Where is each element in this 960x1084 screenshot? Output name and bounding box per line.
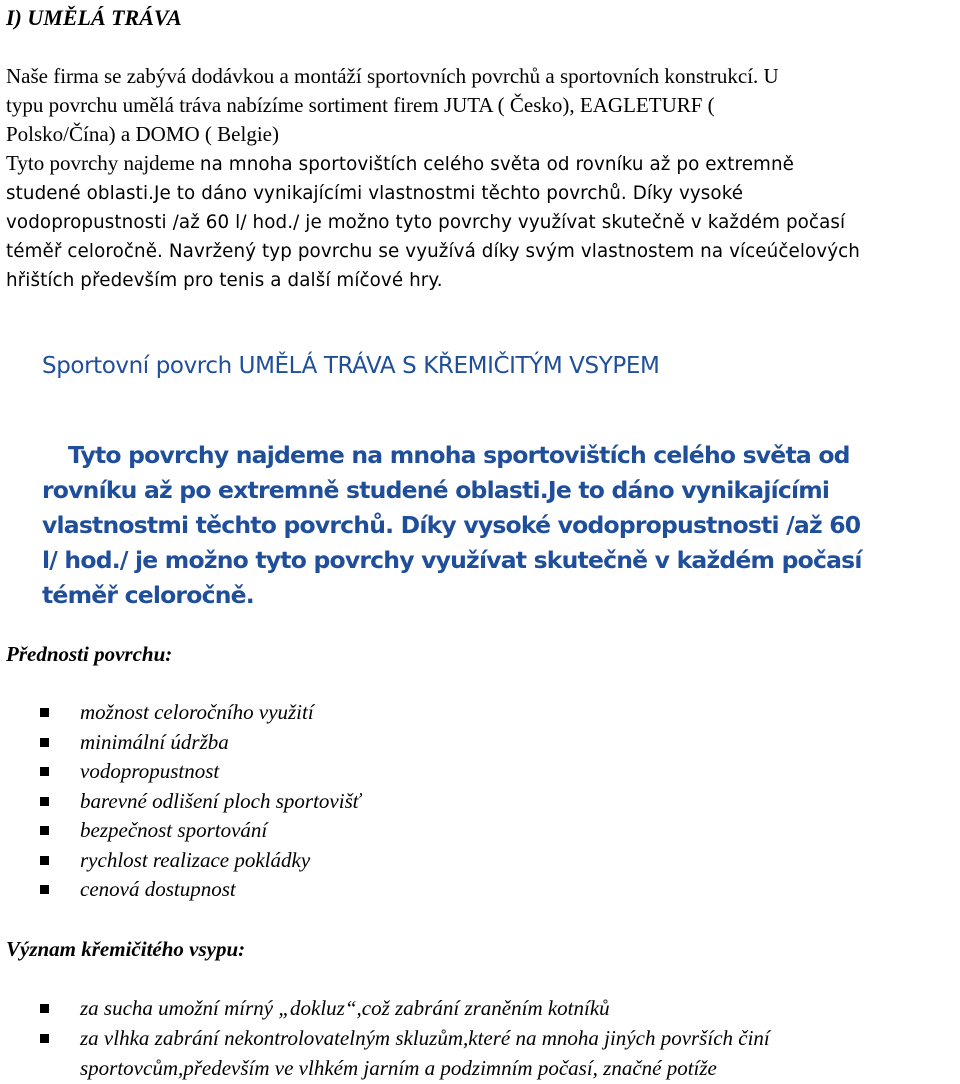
list-item: [0, 757, 360, 787]
description-line: rovníku až po extremně studené oblasti.Je to dáno vynikajícími: [42, 476, 830, 504]
square-bullet-icon: [40, 797, 49, 806]
list-item-text: za sucha umožní mírný „dokluz“,což zabrání zraněním kotníků: [80, 996, 610, 1020]
square-bullet-icon: [40, 738, 49, 747]
square-bullet-icon: [40, 856, 49, 865]
list-item: [0, 846, 360, 876]
square-bullet-icon: [40, 1004, 49, 1013]
advantages-heading: Přednosti povrchu:: [6, 642, 173, 666]
quartz-heading: Význam křemičitého vsypu:: [6, 937, 246, 961]
square-bullet-icon: [40, 1034, 49, 1043]
intro-line: téměř celoročně. Navržený typ povrchu se využívá díky svým vlastnostem na víceúčelových: [6, 241, 860, 262]
list-item: [0, 993, 770, 1023]
list-item-text: minimální údržba: [80, 729, 229, 754]
description-line: l/ hod./ je možno tyto povrchy využívat skutečně v každém počasí: [42, 546, 862, 574]
square-bullet-icon: [40, 708, 49, 717]
list-item-text: cenová dostupnost: [80, 877, 236, 901]
list-item-text: rychlost realizace pokládky: [80, 847, 311, 872]
quartz-list: [0, 993, 770, 1083]
list-item-text: vodopropustnost: [80, 759, 220, 783]
intro-line: [6, 149, 958, 179]
list-item-text-continued: sportovcům,především ve vlhkém jarním a podzimním počasí, značné potíže: [80, 1056, 717, 1080]
list-item: [0, 698, 360, 728]
intro-paragraph: [6, 62, 958, 295]
list-item: [0, 728, 360, 758]
square-bullet-icon: [40, 767, 49, 776]
intro-text-sans: na mnoha sportovištích celého světa od rovníku až po extremně: [199, 154, 794, 175]
section-heading: I) UMĚLÁ TRÁVA: [6, 5, 182, 30]
description-line: Tyto povrchy najdeme na mnoha sportovištích celého světa od: [68, 441, 850, 469]
intro-line: hřištích především pro tenis a další míčové hry.: [6, 270, 443, 291]
list-item: [0, 787, 360, 817]
list-item: [0, 816, 360, 846]
list-item-text: bezpečnost sportování: [80, 818, 268, 842]
square-bullet-icon: [40, 885, 49, 894]
intro-text-serif: Tyto povrchy najdeme: [6, 151, 200, 175]
intro-line: studené oblasti.Je to dáno vynikajícími vlastnostmi těchto povrchů. Díky vysoké: [6, 183, 744, 204]
list-item-text: barevné odlišení ploch sportovišť: [80, 788, 361, 813]
description-line: vlastnostmi těchto povrchů. Díky vysoké vodopropustnosti /až 60: [42, 511, 861, 539]
list-item-text: možnost celoročního využití: [80, 700, 314, 724]
intro-line: typu povrchu umělá tráva nabízíme sortiment firem JUTA ( Česko), EAGLETURF (: [6, 93, 715, 117]
square-bullet-icon: [40, 826, 49, 835]
list-item-text: za vlhka zabrání nekontrolovatelným skluzům,které na mnoha jiných površích činí: [80, 1026, 770, 1050]
list-item: [0, 1023, 770, 1083]
intro-line: Naše firma se zabývá dodávkou a montáží sportovních povrchů a sportovních konstrukcí. U: [6, 64, 779, 88]
description-line: téměř celoročně.: [42, 581, 254, 609]
product-description: [42, 438, 952, 613]
intro-line: Polsko/Čína) a DOMO ( Belgie): [6, 122, 279, 146]
intro-line: vodopropustnosti /až 60 l/ hod./ je možno tyto povrchy využívat skutečně v každém počasí: [6, 212, 846, 233]
advantages-list: [0, 698, 360, 905]
product-title: Sportovní povrch UMĚLÁ TRÁVA S KŘEMIČITÝM VSYPEM: [42, 353, 660, 379]
list-item: [0, 875, 360, 905]
